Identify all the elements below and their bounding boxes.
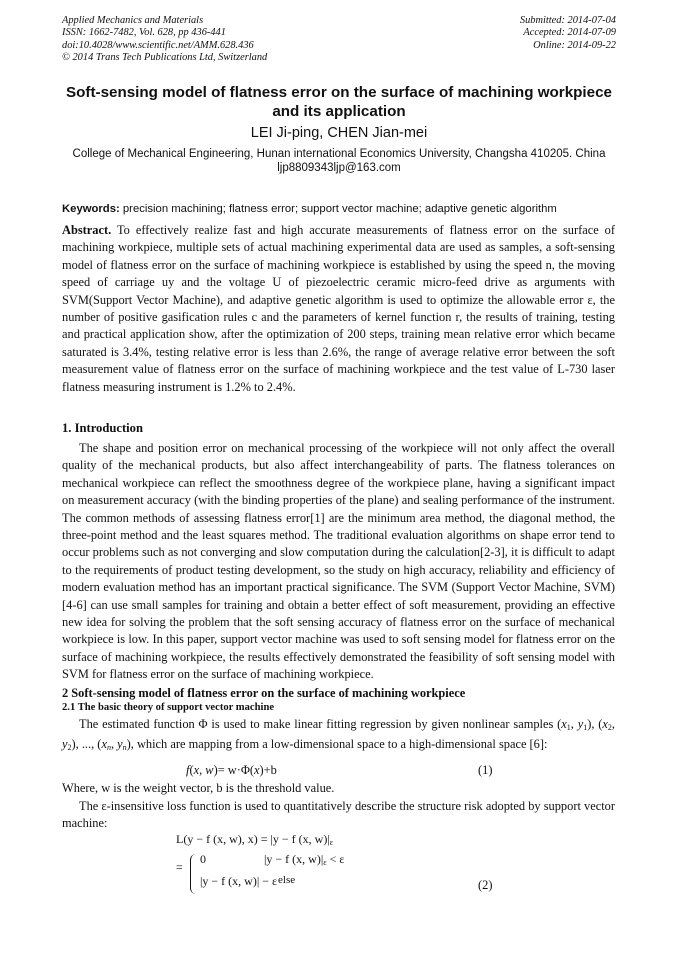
introduction-text: The shape and position error on mechanical processing of the workpiece will not only affect the overall quality of the mechanical products, but also affect interchangeability of parts. The flatness tolerances on mechanical workpiece can reflect the smoothness degree of the workpiece plane, having a significant impact on measurement accuracy (with the binding properties of the plane) and sealing performance of the instrument. The common methods of assessing flatness error[1] are the minimum area method, the diagonal method, the three-point method and the least squares method. The traditional evaluation algorithms on shape error tend to occur problems such as not converging and slow computation during the calculation[2-3], it is difficult to adapt to the requirements of product testing development, so the study on high accuracy, reliability and efficiency of modern evaluation method has an important practical significance. The SVM (Support Vector Machine, SVM)[4-6] can use small samples for training and obtain a better effect of soft measurement, providing an effective new idea for solving the problem that the soft sensing accuracy of flatness error on the surface of mechanical workpiece is low. In this paper, support vector machine was used to soft sensing model for flatness error on the surface of machining workpiece, the results effectively demonstrated the feasibility of soft sensing model with SVM for flatness error on the surface of machining workpiece. [62,441,615,682]
copyright-line: © 2014 Trans Tech Publications Ltd, Switzerland [62,52,268,64]
author-affiliation [52,147,626,175]
equation-2-else: else [278,874,296,886]
section-1-heading: 1. Introduction [62,421,143,435]
journal-header [62,15,267,65]
keywords-text: precision machining; flatness error; support vector machine; adaptive genetic algorithm [119,203,557,215]
svm-theory-paragraph: The estimated function Φ is used to make linear fitting regression by given nonlinear samples ($x_1$, $y_1$), ($x_2$, $y_2$), ..., ($x_n$, $y_n$), which are mapping from a low-dimensional space to a high-dimensional space [6]: [62,717,615,753]
keywords-label: Keywords: [62,203,120,215]
loss-function-text: The ε-insensitive loss function is used to quantitatively describe the structure risk adopted by support vector machine: [62,799,615,831]
equation-2-equals: = [176,860,183,874]
paper-title: Soft-sensing model of flatness error on the surface of machining workpiece and its application [65,84,612,120]
equation-1-number: (1) [478,763,493,777]
section-2-1-heading: 2.1 The basic theory of support vector machine [62,702,275,713]
equation-2-case-else: |y − f (x, w)| − ε [200,874,278,888]
issn-line: ISSN: 1662-7482, Vol. 628, pp 436-441 [62,27,226,39]
affiliation-text: College of Mechanical Engineering, Hunan international Economics University, Changsha 410205. China [72,148,606,160]
abstract [62,222,615,396]
equation-2-condition: |y − f (x, $w)|_\varepsilon < \varepsilon$ [264,852,345,867]
keywords [62,203,618,215]
section-2-heading: 2 Soft-sensing model of flatness error on the surface of machining workpiece [62,686,466,700]
abstract-text: To effectively realize fast and high accurate measurements of flatness error on the surface of machining workpiece, multiple sets of actual machining experimental data are used as samples, a soft-sensing model of flatness error on the surface of machining workpiece is established by using the speed n, the moving speed of carriage uy and the voltage U of piezoelectric ceramic micro-feed drive as arguments with SVM(Support Vector Machine), and adaptive genetic algorithm is used to optimize the allowable error ε, the number of positive gasification rules c and the parameters of kernel function r, the results of training, testing and practical application show, after the optimization of 200 steps, training mean relative error which became saturated is 3.4%, testing relative error is less than 2.6%, the range of average relative error between the soft measurement value of flatness error on the surface of machining workpiece and the test value of L-730 laser flatness measuring instrument is 1.2% to 2.4%. [62,223,615,394]
online-date: Online: 2014-09-22 [533,39,616,51]
equation-2-brace [190,854,197,894]
abstract-label: Abstract. [62,223,112,237]
dates-header [520,15,616,52]
accepted-date: Accepted: 2014-07-09 [523,27,616,39]
equation-2-line-1: L(y − f (x, w), x) = |y − f (x, $w)|_\varepsilon$ [176,832,334,847]
doi-line: doi:10.4028/www.scientific.net/AMM.628.436 [62,39,254,51]
submitted-date: Submitted: 2014-07-04 [519,15,616,26]
equation-1: f(x, w)= w·Φ(x)+b [186,763,277,777]
where-text: Where, w is the weight vector, b is the threshold value. [62,781,335,795]
author-email: ljp8809343ljp@163.com [277,162,401,175]
journal-name: Applied Mechanics and Materials [62,15,204,26]
paper-authors: LEI Ji-ping, CHEN Jian-mei [250,125,428,141]
equation-2-number: (2) [478,878,493,892]
equation-2-case-zero: 0 [200,852,206,866]
